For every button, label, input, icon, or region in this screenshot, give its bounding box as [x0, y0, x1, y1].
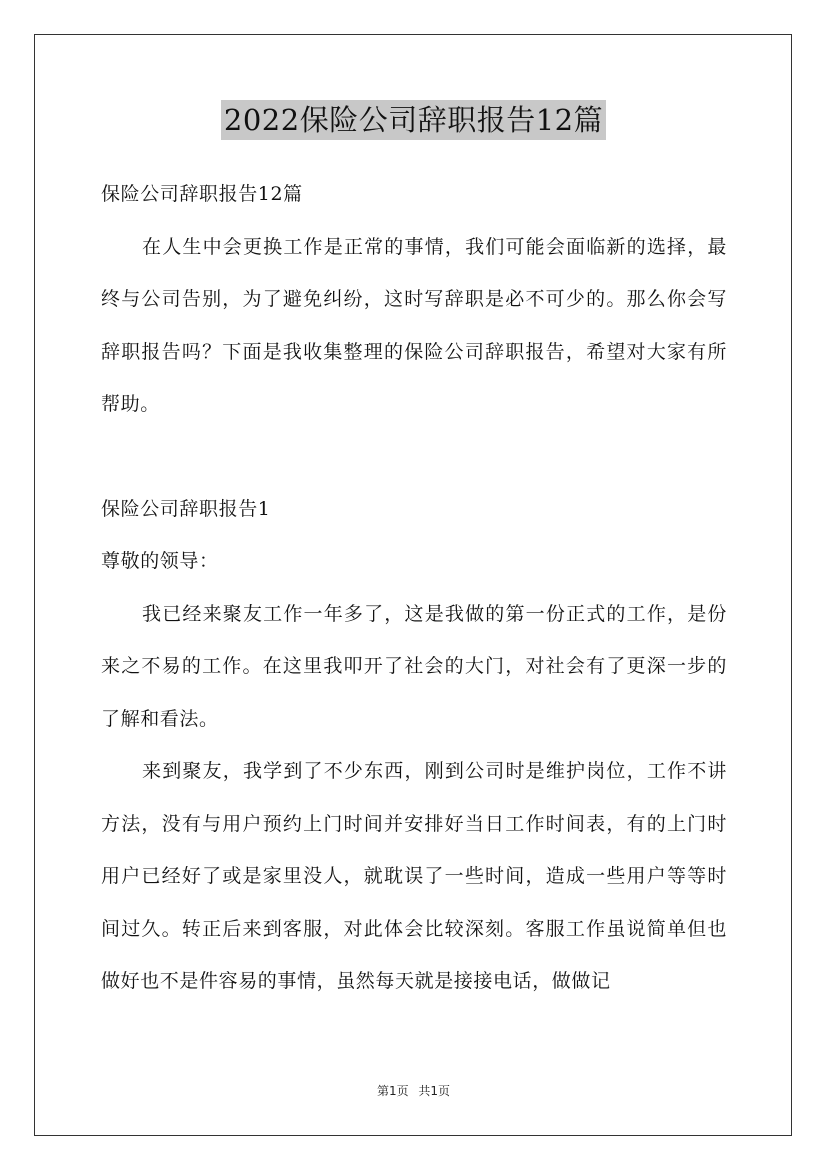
body-paragraph-2: 来到聚友，我学到了不少东西，刚到公司时是维护岗位，工作不讲方法，没有与用户预约上门时间并安排好当日工作时间表，有的上门时用户已经好了或是家里没人，就耽误了一些时间，造成一些用户等等时间过久。转正后来到客服，对此体会比较深刻。客服工作虽说简单但也做好也不是件容易的事情，虽然每天就是接接电话，做做记	[101, 760, 727, 992]
page-footer	[0, 1082, 827, 1099]
title-container	[0, 100, 827, 140]
page-number-current: 第1页	[376, 1084, 409, 1098]
salutation: 尊敬的领导：	[101, 550, 219, 572]
intro-paragraph: 在人生中会更换工作是正常的事情，我们可能会面临新的选择，最终与公司告别，为了避免纠纷，这时写辞职是必不可少的。那么你会写辞职报告吗？下面是我收集整理的保险公司辞职报告，希望对大家有所帮助。	[101, 235, 727, 415]
document-subtitle: 保险公司辞职报告12篇	[101, 183, 303, 205]
section-heading: 保险公司辞职报告1	[101, 497, 271, 520]
body-paragraph-1: 我已经来聚友工作一年多了，这是我做的第一份正式的工作，是份来之不易的工作。在这里我叩开了社会的大门，对社会有了更深一步的了解和看法。	[101, 602, 727, 730]
document-title: 2022保险公司辞职报告12篇	[221, 100, 606, 140]
document-body	[101, 168, 727, 1008]
page-number-total: 共1页	[418, 1084, 451, 1098]
paragraph-gap	[101, 431, 727, 483]
